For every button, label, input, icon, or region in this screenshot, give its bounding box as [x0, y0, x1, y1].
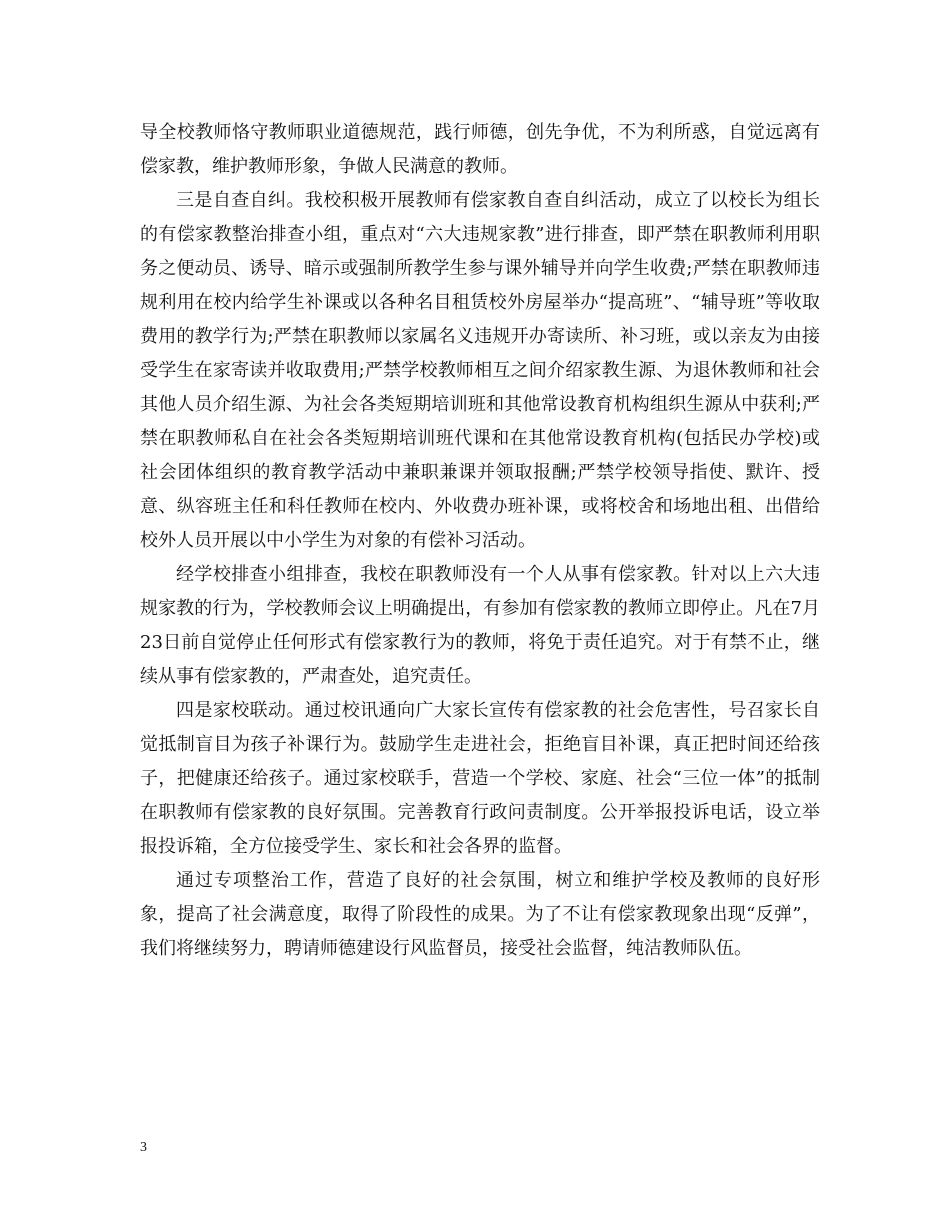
- page-number: 3: [140, 1140, 147, 1155]
- paragraph-conclusion: 通过专项整治工作，营造了良好的社会氛围，树立和维护学校及教师的良好形象，提高了社会满意度，取得了阶段性的成果。为了不让有偿家教现象出现“反弹”，我们将继续努力，聘请师德建设行风监督员，接受社会监督，纯洁教师队伍。: [140, 870, 820, 959]
- document-body: [140, 116, 820, 966]
- paragraph-self-inspection: 三是自查自纠。我校积极开展教师有偿家教自查自纠活动，成立了以校长为组长的有偿家教整治排查小组，重点对“六大违规家教”进行排查，即严禁在职教师利用职务之便动员、诱导、暗示或强制所教学生参与课外辅导并向学生收费;严禁在职教师违规利用在校内给学生补课或以各种名目租赁校外房屋举办“提高班”、“辅导班”等收取费用的教学行为;严禁在职教师以家属名义违规开办寄读所、补习班，或以亲友为由接受学生在家寄读并收取费用;严禁学校教师相互之间介绍家教生源、为退休教师和社会其他人员介绍生源、为社会各类短期培训班和其他常设教育机构组织生源从中获利;严禁在职教师私自在社会各类短期培训班代课和在其他常设教育机构(包括民办学校)或社会团体组织的教育教学活动中兼职兼课并领取报酬;严禁学校领导指使、默许、授意、纵容班主任和科任教师在校内、外收费办班补课，或将校舍和场地出租、出借给校外人员开展以中小学生为对象的有偿补习活动。: [140, 190, 820, 551]
- paragraph-home-school-linkage: 四是家校联动。通过校讯通向广大家长宣传有偿家教的社会危害性，号召家长自觉抵制盲目为孩子补课行为。鼓励学生走进社会，拒绝盲目补课，真正把时间还给孩子，把健康还给孩子。通过家校联手，营造一个学校、家庭、社会“三位一体”的抵制在职教师有偿家教的良好氛围。完善教育行政问责制度。公开举报投诉电话，设立举报投诉箱，全方位接受学生、家长和社会各界的监督。: [140, 700, 820, 857]
- paragraph-inspection-result: 经学校排查小组排查，我校在职教师没有一个人从事有偿家教。针对以上六大违规家教的行为，学校教师会议上明确提出，有参加有偿家教的教师立即停止。凡在7月23日前自觉停止任何形式有偿家教行为的教师，将免于责任追究。对于有禁不止，继续从事有偿家教的，严肃查处，追究责任。: [140, 564, 820, 687]
- paragraph-continuation: 导全校教师恪守教师职业道德规范，践行师德，创先争优，不为利所惑，自觉远离有偿家教，维护教师形象，争做人民满意的教师。: [140, 122, 820, 177]
